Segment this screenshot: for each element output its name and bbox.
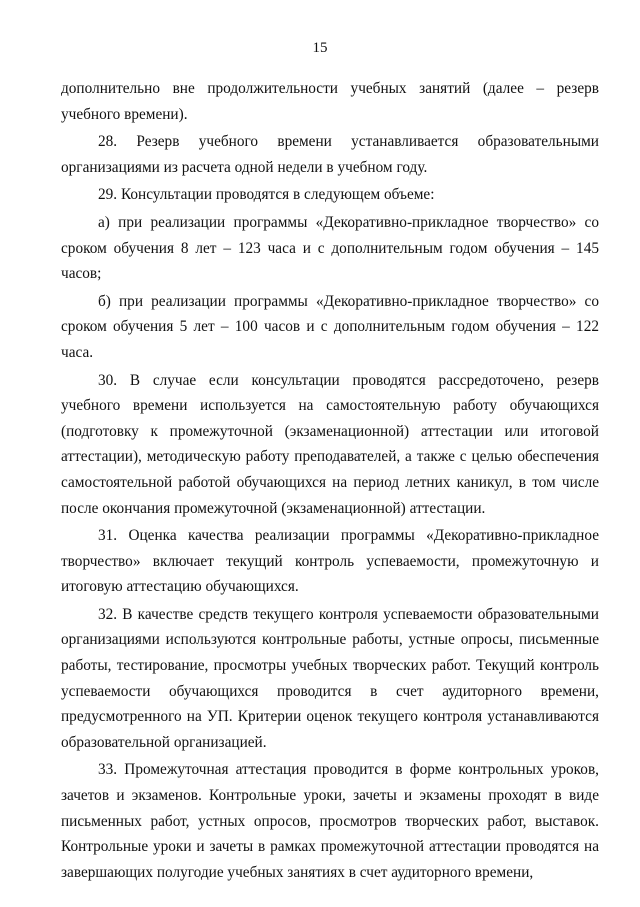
page-number: 15	[312, 40, 328, 56]
paragraph-continuation: дополнительно вне продолжительности учебных занятий (далее – резерв учебного времени).	[61, 80, 599, 123]
paragraph-31: 31. Оценка качества реализации программы «Декоративно-прикладное творчество» включает текущий контроль успеваемости, промежуточную и итоговую аттестацию обучающихся.	[61, 527, 599, 596]
paragraph-28: 28. Резерв учебного времени устанавливается образовательными организациями из расчета одной недели в учебном году.	[61, 133, 599, 176]
paragraph-32: 32. В качестве средств текущего контроля успеваемости образовательными организациями используются контрольные работы, устные опросы, письменные работы, тестирование, просмотры учебных творческих работ. Текущий контроль успеваемости обучающихся проводится в счет аудиторного времени, предусмотренного на УП. Критерии оценок текущего контроля устанавливаются образовательной организацией.	[61, 605, 599, 751]
paragraph-30: 30. В случае если консультации проводятся рассредоточено, резерв учебного времени используется на самостоятельную работу обучающихся (подготовку к промежуточной (экзаменационной) аттестации или итоговой аттестации), методическую работу преподавателей, а также с целью обеспечения самостоятельной работой обучающихся на период летних каникул, в том числе после окончания промежуточной (экзаменационной) аттестации.	[61, 371, 599, 517]
paragraph-33: 33. Промежуточная аттестация проводится в форме контрольных уроков, зачетов и экзаменов. Контрольные уроки, зачеты и экзамены проходят в виде письменных работ, устных опросов, просмотров творческих работ, выставок. Контрольные уроки и зачеты в рамках промежуточной аттестации проводятся на завершающих полугодие учебных занятиях в счет аудиторного времени,	[61, 761, 599, 881]
paragraph-29-a: а) при реализации программы «Декоративно-прикладное творчество» со сроком обучения 8 лет – 123 часа и с дополнительным годом обучения – 145 часов;	[61, 213, 599, 283]
document-body	[61, 76, 599, 887]
paragraph-29-b: б) при реализации программы «Декоративно-прикладное творчество» со сроком обучения 5 лет – 100 часов и с дополнительным годом обучения – 122 часа.	[61, 292, 599, 361]
paragraph-29: 29. Консультации проводятся в следующем объеме:	[98, 186, 435, 204]
